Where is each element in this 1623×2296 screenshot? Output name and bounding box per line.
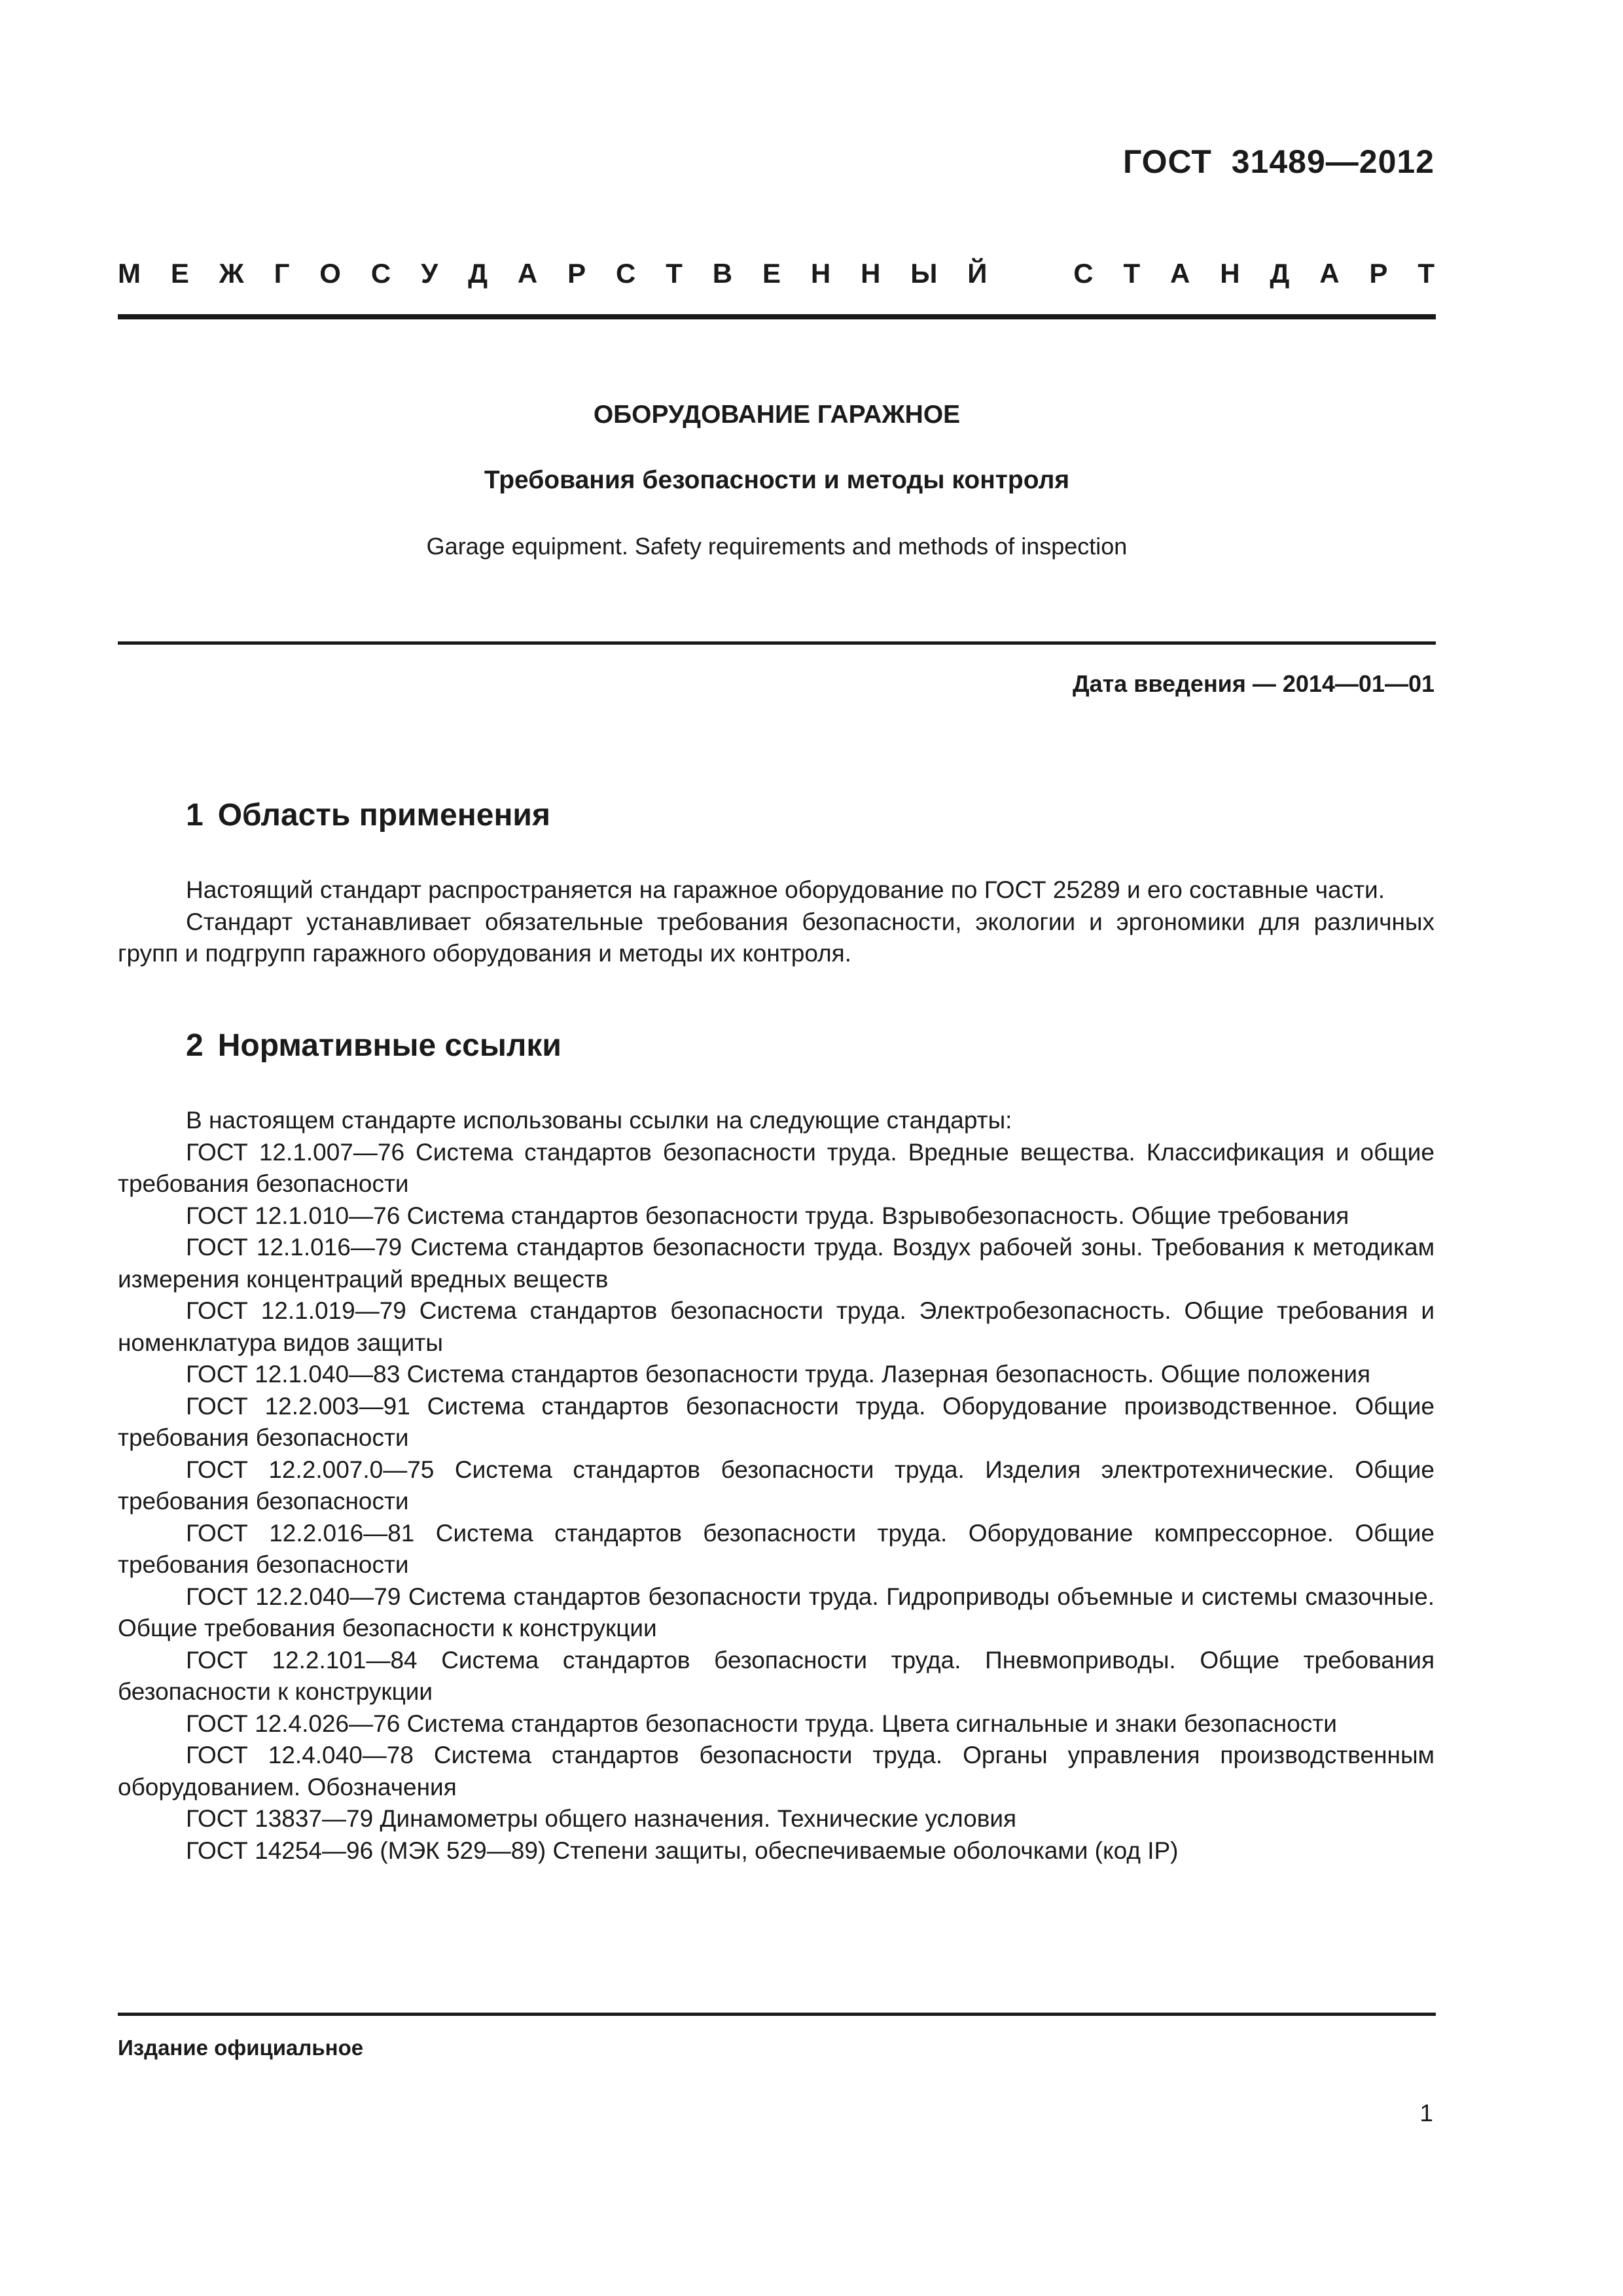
section-normative-references: [118, 1026, 1435, 1867]
doc-type-letter: Й: [967, 258, 988, 289]
section-number: 2: [186, 1028, 204, 1063]
doc-type-letter: Д: [468, 258, 488, 289]
header-divider: [118, 314, 1436, 319]
references-intro: В настоящем стандарте использованы ссылки на следующие стандарты:: [186, 1107, 1012, 1134]
reference-item: ГОСТ 12.2.101—84 Система стандартов безопасности труда. Пневмоприводы. Общие требования безопасности к конструкции: [118, 1646, 1435, 1705]
doc-type-letter: А: [517, 258, 538, 289]
doc-type-letter: Г: [274, 258, 290, 289]
reference-item: ГОСТ 13837—79 Динамометры общего назначения. Технические условия: [186, 1805, 1017, 1832]
section-number: 1: [186, 798, 204, 833]
doc-type-letter: Н: [810, 258, 831, 289]
section-title: Нормативные ссылки: [217, 1028, 562, 1063]
doc-type-letter: Н: [1220, 258, 1240, 289]
reference-item: ГОСТ 12.4.040—78 Система стандартов безопасности труда. Органы управления производственным оборудованием. Обозначения: [118, 1742, 1435, 1801]
reference-item: ГОСТ 12.1.016—79 Система стандартов безопасности труда. Воздух рабочей зоны. Требования к методикам измерения концентраций вредных веществ: [118, 1234, 1435, 1293]
doc-type-letter: Т: [1418, 258, 1435, 289]
doc-type-letter: У: [421, 258, 438, 289]
paragraph: Настоящий стандарт распространяется на гаражное оборудование по ГОСТ 25289 и его составные части.: [186, 876, 1385, 903]
footer-divider: [118, 2013, 1436, 2016]
doc-type-letter: В: [712, 258, 733, 289]
section-scope: [118, 796, 1435, 970]
doc-type-letter: С: [615, 258, 636, 289]
doc-type-gap: [1017, 257, 1043, 291]
reference-item: ГОСТ 14254—96 (МЭК 529—89) Степени защиты, обеспечиваемые оболочками (код IP): [186, 1837, 1179, 1864]
doc-type-letter: Р: [567, 258, 586, 289]
doc-type-letter: Ж: [219, 258, 244, 289]
doc-type-letter: Е: [762, 258, 781, 289]
doc-type-letter: Р: [1369, 258, 1388, 289]
reference-item: ГОСТ 12.1.010—76 Система стандартов безопасности труда. Взрывобезопасность. Общие требования: [186, 1202, 1349, 1229]
doc-type-letter: С: [370, 258, 391, 289]
reference-item: ГОСТ 12.1.040—83 Система стандартов безопасности труда. Лазерная безопасность. Общие положения: [186, 1361, 1371, 1388]
edition-label: Издание официальное: [118, 2036, 364, 2060]
title-divider: [118, 641, 1436, 645]
reference-item: ГОСТ 12.2.040—79 Система стандартов безопасности труда. Гидроприводы объемные и системы смазочные. Общие требования безопасности к конструкции: [118, 1583, 1435, 1641]
reference-item: ГОСТ 12.2.003—91 Система стандартов безопасности труда. Оборудование производственное. Общие требования безопасности: [118, 1392, 1435, 1451]
doc-type-letter: С: [1073, 258, 1094, 289]
doc-type-letter: А: [1319, 258, 1340, 289]
document-title: ОБОРУДОВАНИЕ ГАРАЖНОЕ: [593, 401, 961, 429]
doc-type-letter: Н: [861, 258, 881, 289]
section-heading: [118, 1026, 1435, 1066]
introduction-date: Дата введения — 2014—01—01: [1072, 670, 1435, 697]
doc-type-letter: О: [319, 258, 341, 289]
doc-type-letter: Д: [1270, 258, 1290, 289]
document-number: ГОСТ 31489—2012: [1122, 143, 1435, 180]
section-title: Область применения: [217, 798, 550, 833]
doc-type-letter: А: [1169, 258, 1190, 289]
doc-type-letter: Т: [666, 258, 683, 289]
document-type-heading: [118, 257, 1435, 291]
english-title: Garage equipment. Safety requirements and methods of inspection: [426, 533, 1128, 560]
document-subtitle: Требования безопасности и методы контроля: [484, 466, 1070, 494]
doc-type-letter: Т: [1123, 258, 1141, 289]
page-number: 1: [1419, 2100, 1433, 2126]
doc-type-letter: М: [118, 258, 141, 289]
doc-type-letter: Ы: [910, 258, 938, 289]
section-heading: [118, 796, 1435, 835]
reference-item: ГОСТ 12.1.007—76 Система стандартов безопасности труда. Вредные вещества. Классификация и общие требования безопасности: [118, 1138, 1435, 1197]
reference-item: ГОСТ 12.2.007.0—75 Система стандартов безопасности труда. Изделия электротехнические. Общие требования безопасности: [118, 1456, 1435, 1515]
reference-item: ГОСТ 12.4.026—76 Система стандартов безопасности труда. Цвета сигнальные и знаки безопасности: [186, 1710, 1337, 1737]
paragraph: Стандарт устанавливает обязательные требования безопасности, экологии и эргономики для различных групп и подгрупп гаражного оборудования и методы их контроля.: [118, 908, 1435, 967]
reference-item: ГОСТ 12.2.016—81 Система стандартов безопасности труда. Оборудование компрессорное. Общие требования безопасности: [118, 1519, 1435, 1578]
doc-type-letter: Е: [170, 258, 189, 289]
reference-item: ГОСТ 12.1.019—79 Система стандартов безопасности труда. Электробезопасность. Общие требования и номенклатура видов защиты: [118, 1297, 1435, 1356]
